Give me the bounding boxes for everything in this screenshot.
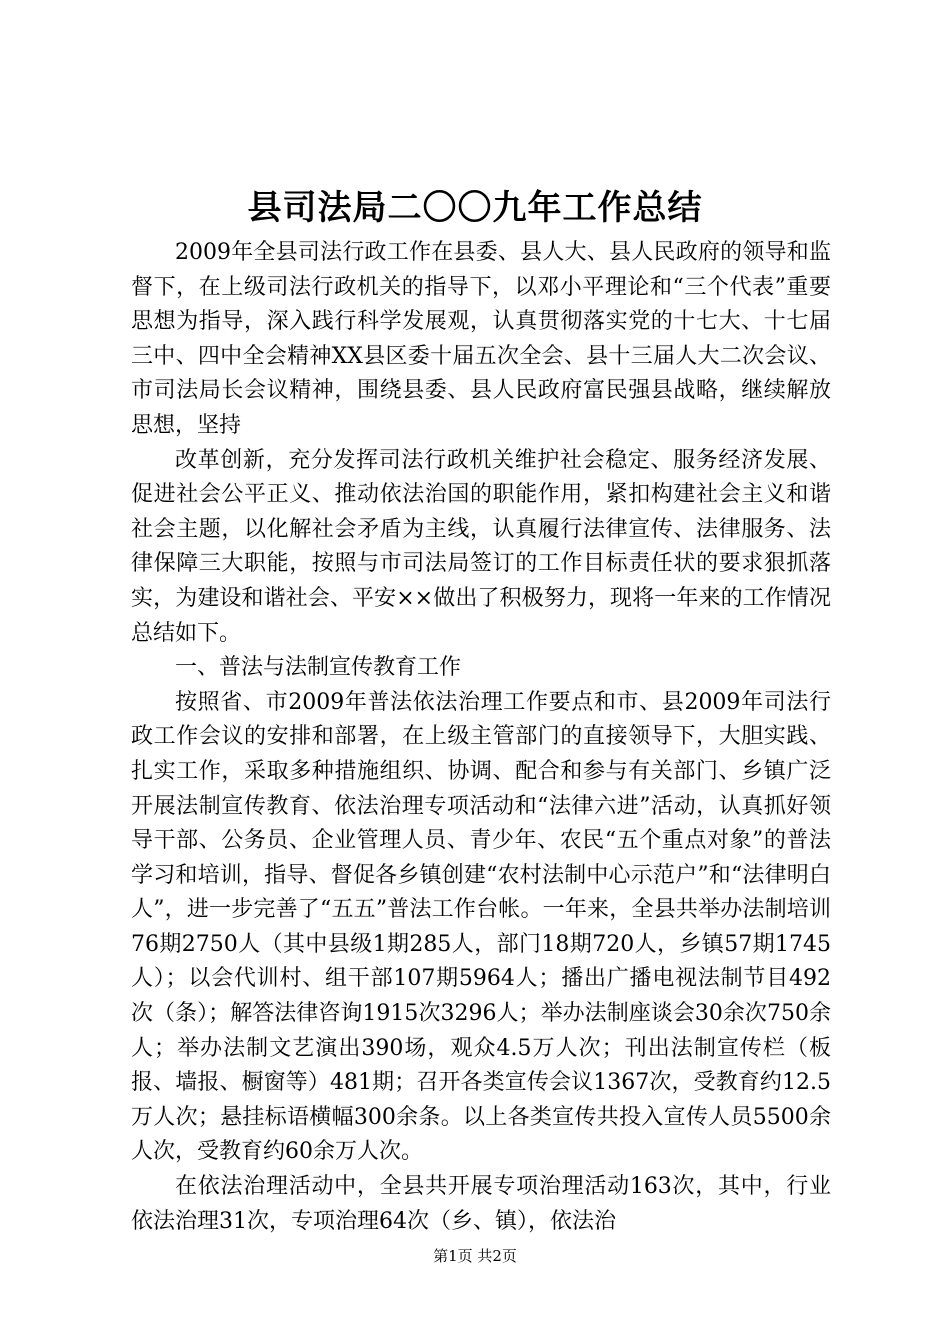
paragraph: 按照省、市2009年普法依法治理工作要点和市、县2009年司法行政工作会议的安排和部署，在上级主管部门的直接领导下，大胆实践、扎实工作，采取多种措施组织、协调、配合和参与有关部门、乡镇广泛开展法制宣传教育、依法治理专项活动和“法律六进”活动，认真抓好领导干部、公务员、企业管理人员、青少年、农民“五个重点对象”的普法学习和培训，指导、督促各乡镇创建“农村法制中心示范户”和“法律明白人”，进一步完善了“五五”普法工作台帐。一年来，全县共举办法制培训76期2750人（其中县级1期285人，部门18期720人，乡镇57期1745人）；以会代训村、组干部107期5964人；播出广播电视法制节目492次（条）；解答法律咨询1915次3296人；举办法制座谈会30余次750余人；举办法制文艺演出390场，观众4.5万人次；刊出法制宣传栏（板报、墙报、橱窗等）481期；召开各类宣传会议1367次，受教育约12.5万人次；悬挂标语横幅300余条。以上各类宣传共投入宣传人员5500余人次，受教育约60余万人次。 (131, 689, 831, 1165)
paragraph: 2009年全县司法行政工作在县委、县人大、县人民政府的领导和监督下，在上级司法行政机关的指导下，以邓小平理论和“三个代表”重要思想为指导，深入践行科学发展观，认真贯彻落实党的十七大、十七届三中、四中全会精神XX县区委十届五次全会、县十三届人大二次会议、市司法局长会议精神，围绕县委、县人民政府富民强县战略，继续解放思想，坚持 (131, 240, 831, 438)
paragraph: 改革创新，充分发挥司法行政机关维护社会稳定、服务经济发展、促进社会公平正义、推动依法治国的职能作用，紧扣构建社会主义和谐社会主题，以化解社会矛盾为主线，认真履行法律宣传、法律服务、法律保障三大职能，按照与市司法局签订的工作目标责任状的要求狠抓落实，为建设和谐社会、平安××做出了积极努力，现将一年来的工作情况总结如下。 (131, 447, 831, 646)
paragraph: 在依法治理活动中，全县共开展专项治理活动163次，其中，行业依法治理31次，专项治理64次（乡、镇），依法治 (131, 1174, 831, 1234)
document-title: 县司法局二〇〇九年工作总结 (247, 188, 703, 228)
page-footer: 第1页 共2页 (433, 1247, 517, 1265)
section-heading: 一、普法与法制宣传教育工作 (175, 655, 462, 681)
document-body (131, 236, 831, 1239)
